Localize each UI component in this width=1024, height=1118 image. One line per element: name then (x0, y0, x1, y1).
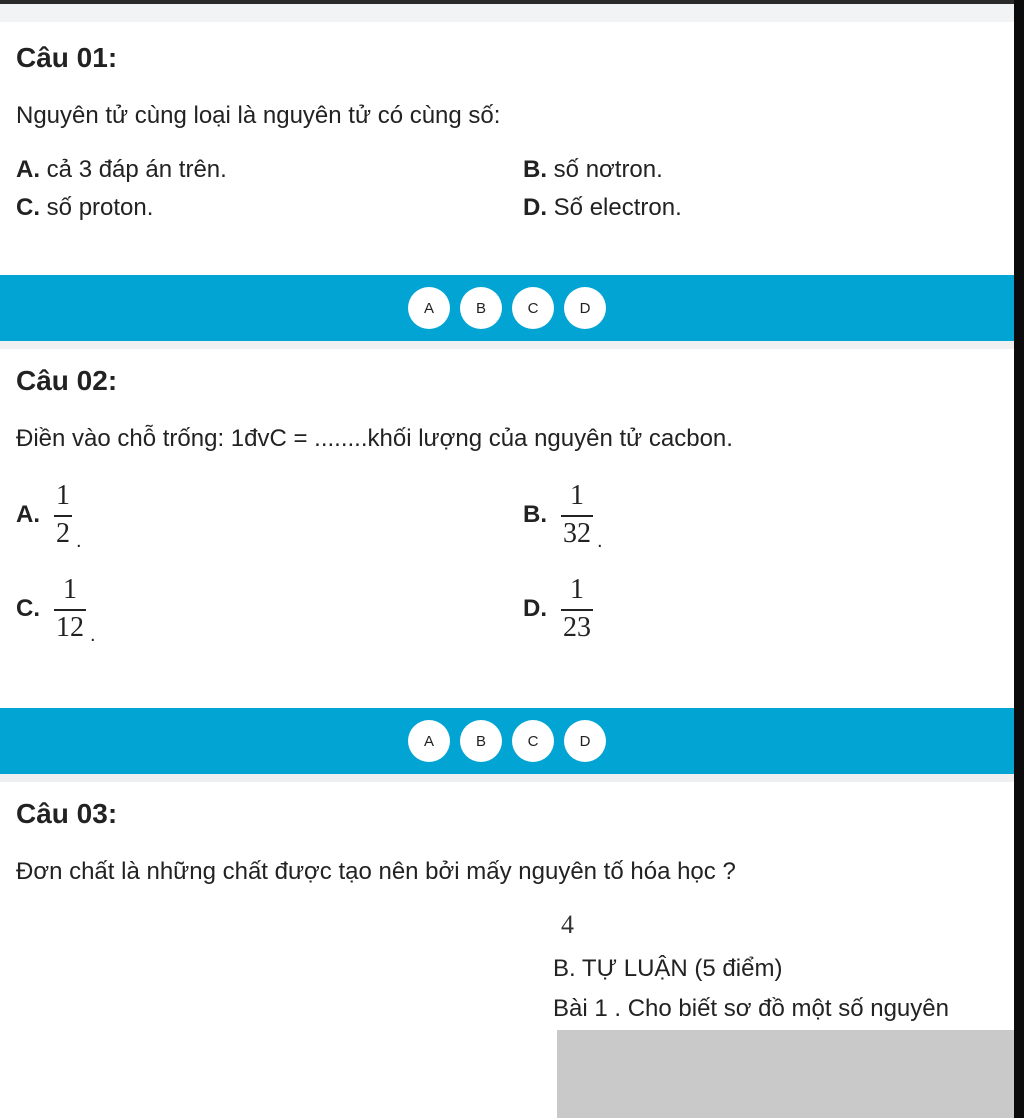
fraction: $\frac{1}{32}$ (563, 480, 591, 549)
option-d: D. $\frac{1}{23}$ (523, 574, 591, 643)
photo-page-number: 4 (561, 910, 574, 939)
photo-paper-texture (557, 1030, 1014, 1118)
option-c: C. số proton. (16, 194, 154, 221)
answer-b-button[interactable]: B (460, 720, 502, 762)
option-c: C. $\frac{1}{12}$ . (16, 574, 96, 646)
option-d: D. Số electron. (523, 194, 682, 221)
answer-c-button[interactable]: C (512, 720, 554, 762)
option-b: B. số nơtron. (523, 156, 663, 183)
right-edge (1014, 0, 1024, 1118)
answer-bar-2 (0, 708, 1014, 774)
answer-c-button[interactable]: C (512, 287, 554, 329)
question-card-1 (0, 22, 1014, 272)
photo-line-1: B. TỰ LUẬN (5 điểm) (553, 955, 783, 982)
question-text: Nguyên tử cùng loại là nguyên tử có cùng số: (16, 102, 501, 129)
fraction: $\frac{1}{12}$ (56, 574, 84, 643)
fraction: $\frac{1}{23}$ (563, 574, 591, 643)
answer-d-button[interactable]: D (564, 720, 606, 762)
photo-line-2: Bài 1 . Cho biết sơ đồ một số nguyên (553, 995, 949, 1022)
option-a: A. $\frac{1}{2}$ . (16, 480, 82, 552)
option-b: B. $\frac{1}{32}$ . (523, 480, 603, 552)
question-title: Câu 02: (16, 365, 118, 396)
answer-a-button[interactable]: A (408, 720, 450, 762)
separator (0, 341, 1014, 349)
question-card-2 (0, 349, 1014, 707)
attached-photo[interactable] (545, 900, 1014, 1118)
question-title: Câu 01: (16, 42, 118, 73)
answer-a-button[interactable]: A (408, 287, 450, 329)
answer-b-button[interactable]: B (460, 287, 502, 329)
option-a: A. cả 3 đáp án trên. (16, 156, 227, 183)
question-text: Đơn chất là những chất được tạo nên bởi mấy nguyên tố hóa học ? (16, 858, 736, 885)
question-text: Điền vào chỗ trống: 1đvC = ........khối lượng của nguyên tử cacbon. (16, 425, 733, 452)
fraction: $\frac{1}{2}$ (56, 480, 70, 549)
question-title: Câu 03: (16, 798, 118, 829)
separator (0, 774, 1014, 782)
top-gap (0, 4, 1014, 22)
answer-bar-1 (0, 275, 1014, 341)
answer-d-button[interactable]: D (564, 287, 606, 329)
